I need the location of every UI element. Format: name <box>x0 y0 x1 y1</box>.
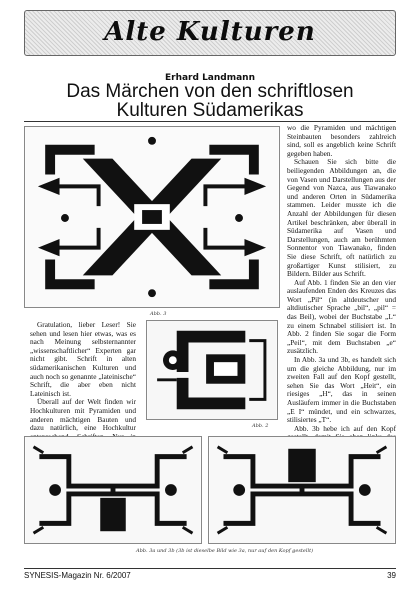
section-banner <box>24 10 396 56</box>
right-paragraph-5: Abb. 3b hebe ich auf den Kopf <box>294 423 396 433</box>
peil-glyph-image <box>147 321 277 419</box>
heit-glyph-image-a <box>25 437 201 543</box>
headline-line-2: Kulturen Südamerikas <box>116 100 304 121</box>
right-paragraph-4: In Abb. 3a und 3b, es handelt sich um die gleiche Abbildung, nur im zweiten Fall auf den Kopf gestellt, sehen Sie das Wort „Heit“, ein riesiges „H“, das in seinen Ausläufern immer in die Buchstaben „E I“ mündet, und ein schwarzes, stilisiertes „T“. <box>287 355 396 425</box>
caption-abb3ab: Abb. 3a und 3b (3b ist dieselbe Bild wie 3a, nur auf den Kopf gestellt) <box>136 548 314 554</box>
author-byline: Erhard Landmann <box>164 73 255 83</box>
left-text-column <box>30 321 136 450</box>
left-paragraph-2: Überall auf der Welt finden wir Hochkulturen mit Pyramiden und anderen mächtigen Bauten und dazu natürlich, eine Hochkultur <box>30 397 136 433</box>
right-paragraph-3: Auf Abb. 1 finden Sie an den vier auslaufenden Enden des Kreuzes das Wort „Pil“ (in altdeutscher und altdiutischer Sprache „bil“, „pil“ = das Beil), wobei der Buchstabe „L“ zu einem Schnabel stilisiert ist. In Abb. 2 finden Sie sogar die Form „Peil“, mit dem Buchstaben „e“ zusätzlich. <box>287 277 396 356</box>
footer-rule <box>24 568 396 569</box>
figure-heit-image-a <box>24 436 202 544</box>
caption-abb3: Abb. 3 <box>150 311 167 317</box>
figure-heit-image-b <box>208 436 396 544</box>
footer-magazine-issue: SYNESIS-Magazin Nr. 6/2007 <box>24 571 131 580</box>
left-paragraph-1: Gratulation, lieber Leser! Sie sehen und lesen hier etwas, was es nach Meinung selbsternannter „wissenschaftlicher“ Experten gar nicht gibt. Schrift in alten südamerikanischen Kulturen und auch noch so genannte „lateinische“ Schrift, die aber eben nicht Lateinisch ist. <box>30 320 136 398</box>
figure-peil-image <box>146 320 278 420</box>
heit-glyph-image-b <box>209 437 395 543</box>
right-paragraph-1: wo die Pyramiden und mächtigen Steinbauten besonders zahlreich sind, soll es angeblich keine Schrift gegeben haben. <box>287 123 396 158</box>
cross-glyph-image <box>25 127 279 307</box>
caption-abb2: Abb. 2 <box>252 423 269 429</box>
article-headline <box>24 82 396 120</box>
section-title: Alte Kulturen <box>104 17 316 47</box>
figure-cross-image <box>24 126 280 308</box>
headline-rule <box>24 121 396 122</box>
right-paragraph-2: Schauen Sie sich bitte die beiliegenden Abbildungen an, die von Vasen und Darstellungen aus der Gegend von Nazca, aus Tiawanako und anderen Orten in Südamerika stammen. Leider musste ich die Anzahl der Abbildungen für diesen Artikel beschränken, aber überall in Südamerika auf Vasen und Darstellungen, auch am berühmten Sonnentor von Tiawanako, finden Sie diese Schrift, oft natürlich zu großartiger Kunst stilisiert, zu Bildern. Bilder aus Schrift. <box>287 157 396 279</box>
footer-page-number: 39 <box>387 571 396 580</box>
headline-line-1: Das Märchen von den schriftlosen <box>66 81 354 102</box>
